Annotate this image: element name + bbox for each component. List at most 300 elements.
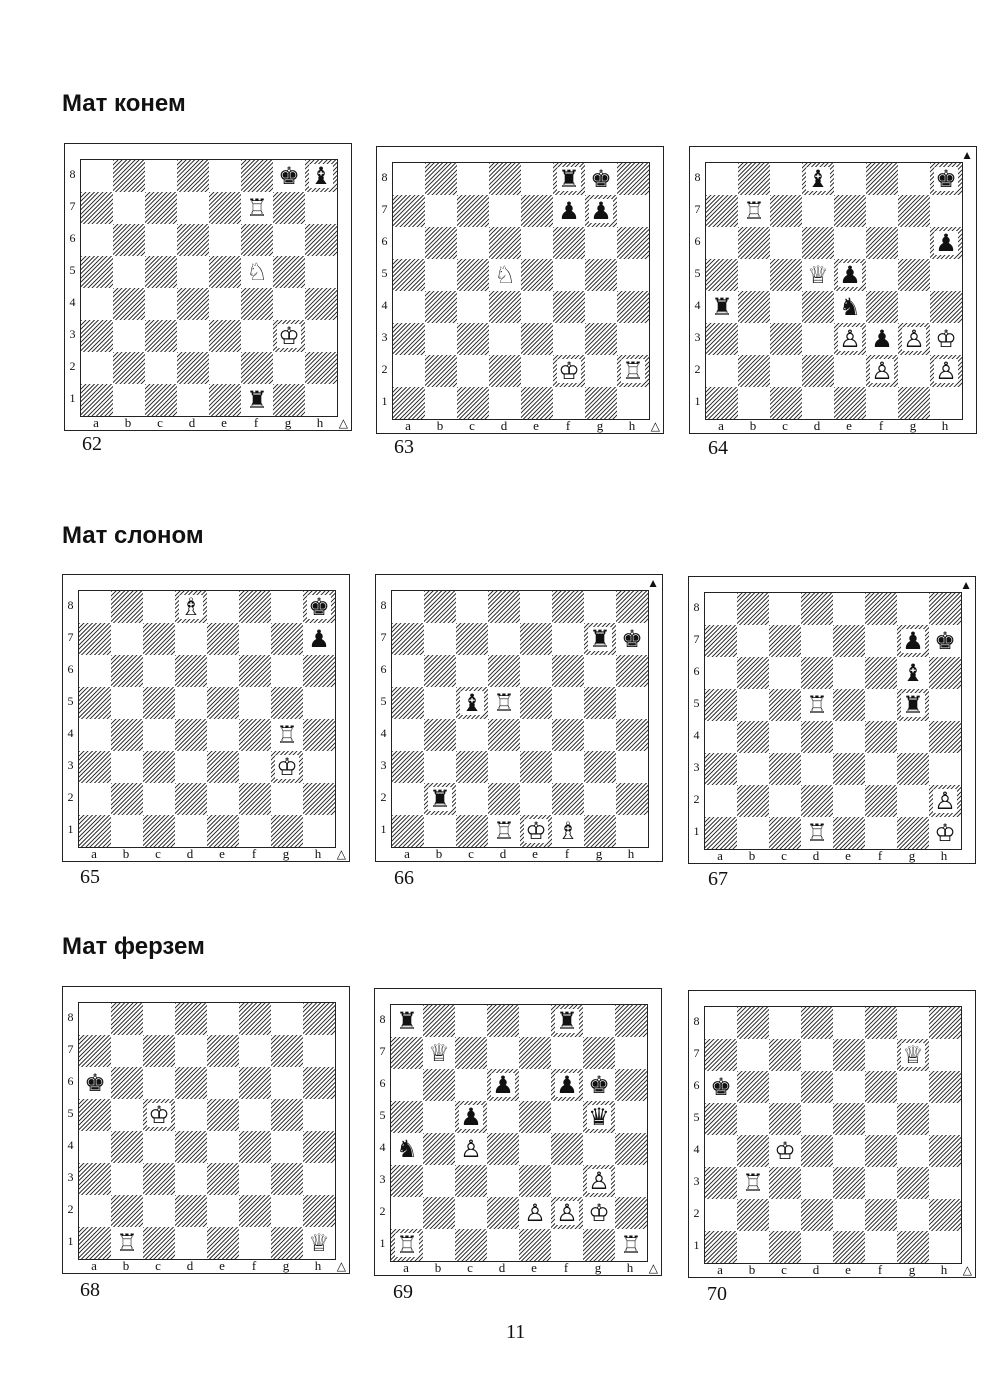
board-square (705, 721, 737, 753)
board-square (802, 323, 834, 355)
board-square (113, 352, 145, 384)
board-square (393, 323, 425, 355)
board-square (393, 163, 425, 195)
white-pawn-icon: ♙ (839, 325, 861, 353)
file-label: e (219, 1258, 225, 1273)
chess-diagram (689, 146, 977, 434)
board-square (177, 320, 209, 352)
board-square (929, 1135, 961, 1167)
black-rook-icon: ♜ (246, 386, 268, 414)
board-square (866, 227, 898, 259)
board-square (769, 1071, 801, 1103)
board-square (583, 1197, 615, 1229)
board-square (303, 1099, 335, 1131)
white-king-icon: ♔ (558, 357, 580, 385)
board-square (520, 655, 552, 687)
white-rook-icon: ♖ (493, 817, 515, 845)
board-square (705, 657, 737, 689)
board-square (143, 1131, 175, 1163)
rank-label: 6 (694, 234, 701, 248)
file-label: c (781, 1262, 787, 1277)
board-square (79, 1195, 111, 1227)
file-label: a (718, 418, 724, 433)
board-square (143, 1067, 175, 1099)
board-square (273, 192, 305, 224)
board-square (769, 785, 801, 817)
white-queen-icon: ♕ (807, 261, 829, 289)
white-king-icon: ♔ (148, 1101, 170, 1129)
board-square (81, 160, 113, 192)
board-square (897, 1103, 929, 1135)
chess-board (704, 1006, 962, 1264)
board-square (705, 1231, 737, 1263)
board-square (79, 1163, 111, 1195)
board-square (423, 1133, 455, 1165)
chess-diagram (62, 986, 350, 1274)
black-knight-icon: ♞ (396, 1135, 418, 1163)
board-square (303, 783, 335, 815)
diagram-number: 66 (394, 867, 414, 889)
board-square (175, 1099, 207, 1131)
board-square (898, 259, 930, 291)
board-square (833, 1199, 865, 1231)
board-square (583, 1069, 615, 1101)
rank-label: 5 (67, 1106, 74, 1120)
board-square (706, 291, 738, 323)
board-square (737, 1231, 769, 1263)
board-square (111, 1035, 143, 1067)
rank-label: 2 (67, 1202, 74, 1216)
board-square (143, 623, 175, 655)
board-square (930, 195, 962, 227)
board-square (552, 655, 584, 687)
black-queen-icon: ♛ (588, 1103, 610, 1131)
board-square (551, 1133, 583, 1165)
board-square (520, 591, 552, 623)
board-square (425, 163, 457, 195)
white-rook-icon: ♖ (620, 1231, 642, 1259)
file-label: a (403, 1260, 409, 1275)
black-bishop-icon: ♝ (807, 165, 829, 193)
rank-label: 2 (693, 792, 700, 806)
board-square (616, 815, 648, 847)
rank-label: 3 (67, 1170, 74, 1184)
diagram-number: 70 (707, 1283, 727, 1305)
board-square (583, 1133, 615, 1165)
board-square (898, 163, 930, 195)
file-label: c (155, 1258, 161, 1273)
board-square (801, 721, 833, 753)
board-square (929, 817, 961, 849)
board-square (273, 384, 305, 416)
file-label: h (941, 418, 949, 433)
white-pawn-icon: ♙ (588, 1167, 610, 1195)
board-square (79, 623, 111, 655)
rank-label: 3 (69, 327, 76, 341)
board-square (929, 1103, 961, 1135)
rank-label: 1 (381, 394, 388, 408)
board-square (239, 1035, 271, 1067)
black-king-icon: ♚ (935, 165, 957, 193)
file-label: g (284, 415, 292, 430)
rank-label: 7 (693, 1046, 700, 1060)
white-pawn-icon: ♙ (871, 357, 893, 385)
black-to-move-icon: ▲ (647, 576, 659, 590)
board-square (143, 1163, 175, 1195)
board-square (239, 1003, 271, 1035)
rank-label: 4 (693, 1142, 700, 1156)
board-square (801, 657, 833, 689)
board-square (273, 160, 305, 192)
board-square (81, 320, 113, 352)
board-square (111, 719, 143, 751)
black-pawn-icon: ♟ (839, 261, 861, 289)
file-label: f (565, 418, 571, 433)
board-square (489, 323, 521, 355)
board-square (897, 1039, 929, 1071)
board-square (489, 163, 521, 195)
board-square (456, 591, 488, 623)
board-square (769, 657, 801, 689)
file-label: h (314, 1258, 322, 1273)
white-to-move-icon: △ (336, 1259, 346, 1273)
board-square (81, 352, 113, 384)
board-square (303, 1035, 335, 1067)
page-number: 11 (506, 1321, 526, 1343)
board-square (930, 163, 962, 195)
board-square (552, 815, 584, 847)
board-square (706, 195, 738, 227)
board-square (615, 1101, 647, 1133)
rank-label: 7 (379, 1044, 386, 1058)
black-king-icon: ♚ (84, 1069, 106, 1097)
board-square (897, 689, 929, 721)
board-square (801, 1071, 833, 1103)
board-square (207, 1099, 239, 1131)
file-label: f (877, 848, 883, 863)
white-rook-icon: ♖ (806, 691, 828, 719)
board-square (207, 687, 239, 719)
board-square (209, 352, 241, 384)
file-label: b (434, 1260, 442, 1275)
board-square (175, 623, 207, 655)
board-square (865, 753, 897, 785)
rank-label: 7 (67, 1042, 74, 1056)
board-square (425, 355, 457, 387)
board-square (207, 1067, 239, 1099)
rank-label: 1 (67, 1234, 74, 1248)
board-square (457, 387, 489, 419)
file-label: a (405, 418, 411, 433)
board-square (145, 256, 177, 288)
rank-label: 4 (693, 728, 700, 742)
diagram-number: 65 (80, 866, 100, 888)
board-square (585, 259, 617, 291)
rank-label: 3 (379, 1172, 386, 1186)
board-square (457, 227, 489, 259)
board-square (583, 1005, 615, 1037)
board-square (111, 783, 143, 815)
board-square (303, 1195, 335, 1227)
section-title-queen: Мат ферзем (62, 933, 205, 960)
board-square (737, 689, 769, 721)
board-square (143, 1195, 175, 1227)
rank-label: 8 (380, 598, 387, 612)
board-square (897, 1167, 929, 1199)
white-queen-icon: ♕ (902, 1041, 924, 1069)
board-square (738, 227, 770, 259)
board-square (457, 259, 489, 291)
chess-diagram (688, 576, 976, 864)
board-square (769, 817, 801, 849)
board-square (584, 815, 616, 847)
black-bishop-icon: ♝ (461, 689, 483, 717)
file-label: b (124, 415, 132, 430)
chess-board (392, 162, 650, 420)
board-square (801, 1231, 833, 1263)
board-square (865, 1135, 897, 1167)
board-square (897, 1071, 929, 1103)
board-square (175, 815, 207, 847)
rank-label: 4 (380, 726, 387, 740)
rank-label: 2 (693, 1206, 700, 1220)
board-square (79, 815, 111, 847)
board-square (615, 1165, 647, 1197)
board-square (273, 320, 305, 352)
board-square (207, 783, 239, 815)
board-square (705, 1135, 737, 1167)
chess-board (704, 592, 962, 850)
file-label: f (563, 1260, 569, 1275)
rank-label: 5 (69, 263, 76, 277)
board-square (241, 384, 273, 416)
board-square (425, 259, 457, 291)
board-square (455, 1165, 487, 1197)
file-label: b (122, 846, 130, 861)
black-rook-icon: ♜ (711, 293, 733, 321)
board-square (393, 195, 425, 227)
board-square (425, 291, 457, 323)
file-label: f (564, 846, 570, 861)
board-square (391, 1133, 423, 1165)
board-square (145, 288, 177, 320)
file-label: h (940, 848, 948, 863)
board-square (145, 384, 177, 416)
board-square (737, 657, 769, 689)
board-square (705, 689, 737, 721)
board-square (79, 719, 111, 751)
file-label: d (498, 1260, 506, 1275)
board-square (392, 783, 424, 815)
board-square (239, 815, 271, 847)
board-square (113, 224, 145, 256)
rank-label: 5 (381, 266, 388, 280)
diagram-number: 63 (394, 436, 414, 458)
board-square (769, 1039, 801, 1071)
board-square (769, 593, 801, 625)
board-square (241, 352, 273, 384)
board-square (457, 163, 489, 195)
board-square (145, 160, 177, 192)
board-square (521, 387, 553, 419)
rank-label: 6 (69, 231, 76, 245)
board-square (770, 387, 802, 419)
black-pawn-icon: ♟ (902, 627, 924, 655)
board-square (583, 1229, 615, 1261)
board-square (489, 259, 521, 291)
board-square (273, 256, 305, 288)
board-square (898, 227, 930, 259)
board-square (802, 355, 834, 387)
black-to-move-icon: ▲ (960, 578, 972, 592)
chess-diagram (375, 574, 663, 862)
black-knight-icon: ♞ (839, 293, 861, 321)
board-square (705, 785, 737, 817)
board-square (392, 687, 424, 719)
white-pawn-icon: ♙ (556, 1199, 578, 1227)
file-label: c (469, 418, 475, 433)
board-square (737, 817, 769, 849)
diagram-number: 68 (80, 1279, 100, 1301)
board-square (111, 1067, 143, 1099)
board-square (303, 591, 335, 623)
white-king-icon: ♔ (276, 753, 298, 781)
board-square (79, 1035, 111, 1067)
board-square (616, 783, 648, 815)
board-square (865, 657, 897, 689)
file-label: f (878, 418, 884, 433)
board-square (865, 1103, 897, 1135)
file-label: d (188, 415, 196, 430)
board-square (303, 1131, 335, 1163)
board-square (392, 623, 424, 655)
board-square (929, 1199, 961, 1231)
file-label: h (626, 1260, 634, 1275)
board-square (488, 687, 520, 719)
board-square (239, 591, 271, 623)
board-square (897, 785, 929, 817)
board-square (801, 1039, 833, 1071)
black-king-icon: ♚ (934, 627, 956, 655)
rank-label: 8 (694, 170, 701, 184)
board-square (177, 352, 209, 384)
white-to-move-icon: △ (962, 1263, 972, 1277)
board-square (79, 1227, 111, 1259)
rank-label: 6 (693, 664, 700, 678)
board-square (391, 1037, 423, 1069)
board-square (706, 323, 738, 355)
board-square (866, 387, 898, 419)
board-square (271, 1227, 303, 1259)
rank-label: 4 (694, 298, 701, 312)
black-pawn-icon: ♟ (460, 1103, 482, 1131)
rank-label: 7 (693, 632, 700, 646)
board-square (145, 224, 177, 256)
board-square (487, 1165, 519, 1197)
rank-label: 1 (694, 394, 701, 408)
black-king-icon: ♚ (590, 165, 612, 193)
board-square (834, 387, 866, 419)
rank-label: 1 (693, 824, 700, 838)
white-to-move-icon: △ (338, 416, 348, 430)
board-square (770, 227, 802, 259)
board-square (615, 1197, 647, 1229)
board-square (239, 1099, 271, 1131)
board-square (305, 224, 337, 256)
board-square (616, 719, 648, 751)
board-square (488, 591, 520, 623)
rank-label: 6 (693, 1078, 700, 1092)
board-square (519, 1165, 551, 1197)
board-square (897, 753, 929, 785)
board-square (866, 355, 898, 387)
board-square (769, 1103, 801, 1135)
board-square (737, 1135, 769, 1167)
black-king-icon: ♚ (621, 625, 643, 653)
board-square (209, 384, 241, 416)
board-square (552, 623, 584, 655)
board-square (241, 256, 273, 288)
black-rook-icon: ♜ (558, 165, 580, 193)
rank-label: 3 (380, 758, 387, 772)
board-square (489, 387, 521, 419)
rank-label: 8 (381, 170, 388, 184)
board-square (705, 1039, 737, 1071)
chess-board (78, 1002, 336, 1260)
board-square (833, 721, 865, 753)
file-label: g (282, 1258, 290, 1273)
board-square (487, 1037, 519, 1069)
board-square (111, 623, 143, 655)
diagram-number: 64 (708, 437, 728, 459)
board-square (455, 1101, 487, 1133)
board-square (177, 256, 209, 288)
board-square (175, 719, 207, 751)
black-pawn-icon: ♟ (556, 1071, 578, 1099)
white-queen-icon: ♕ (428, 1039, 450, 1067)
board-square (706, 259, 738, 291)
white-rook-icon: ♖ (743, 197, 765, 225)
board-square (488, 783, 520, 815)
board-square (487, 1101, 519, 1133)
rank-label: 4 (67, 1138, 74, 1152)
board-square (833, 1167, 865, 1199)
board-square (488, 655, 520, 687)
board-square (391, 1005, 423, 1037)
rank-label: 4 (69, 295, 76, 309)
rank-label: 5 (694, 266, 701, 280)
board-square (519, 1037, 551, 1069)
board-square (929, 753, 961, 785)
board-square (175, 783, 207, 815)
board-square (488, 751, 520, 783)
chess-board (391, 590, 649, 848)
board-square (393, 291, 425, 323)
board-square (111, 591, 143, 623)
board-square (834, 355, 866, 387)
white-rook-icon: ♖ (806, 819, 828, 847)
board-square (392, 591, 424, 623)
file-label: b (435, 846, 443, 861)
chess-board (390, 1004, 648, 1262)
board-square (705, 1167, 737, 1199)
board-square (865, 721, 897, 753)
board-square (585, 163, 617, 195)
board-square (391, 1069, 423, 1101)
board-square (79, 1099, 111, 1131)
board-square (865, 1007, 897, 1039)
board-square (207, 1163, 239, 1195)
